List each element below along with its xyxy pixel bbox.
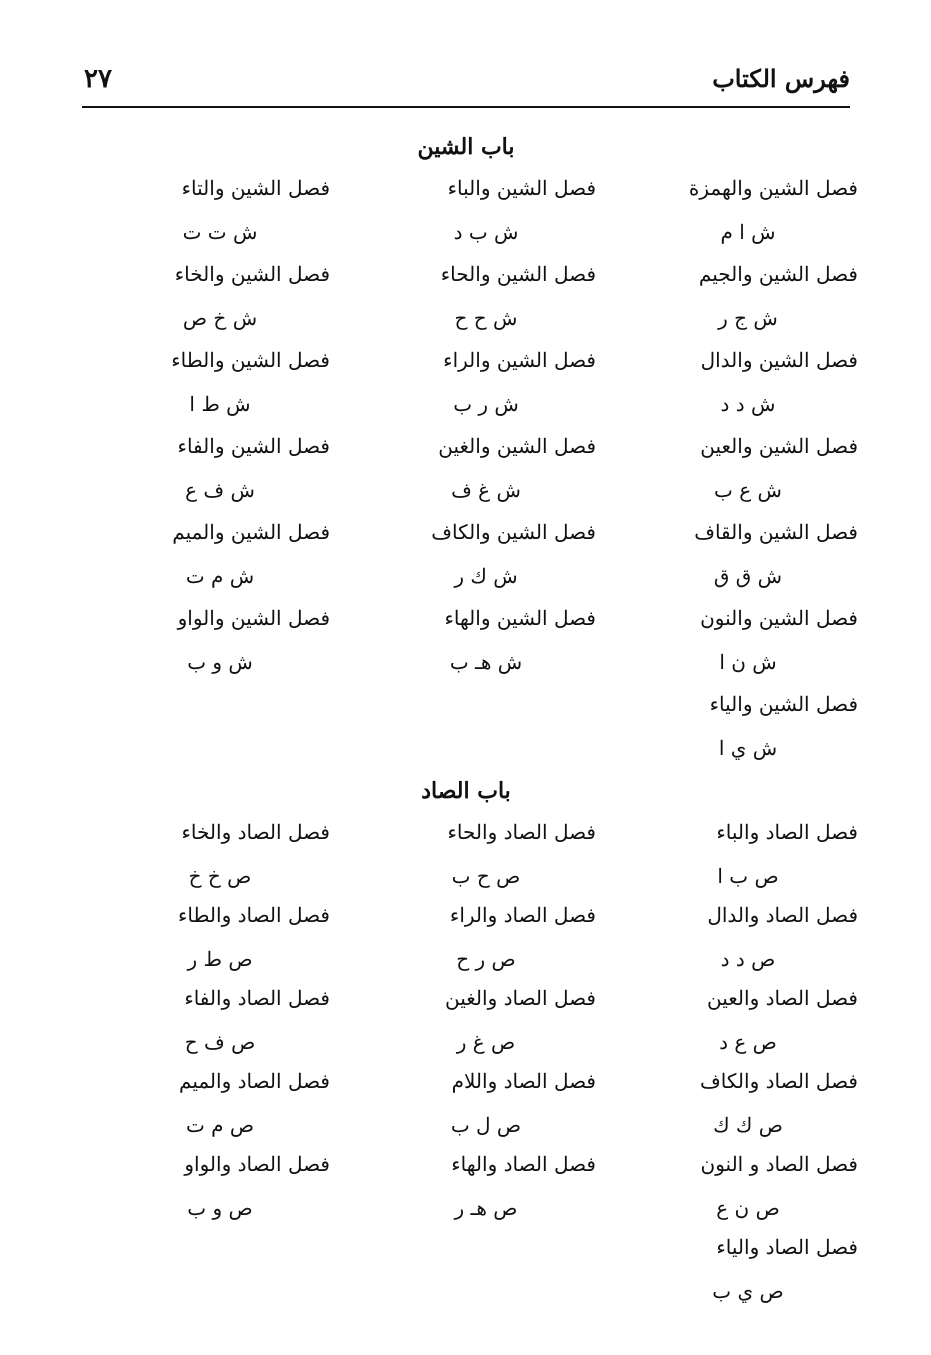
index-entry bbox=[70, 1069, 330, 1152]
entry-code: ش د د bbox=[720, 392, 776, 416]
index-entry bbox=[70, 820, 330, 903]
column-right bbox=[598, 820, 858, 1318]
entry-code: ش ط ا bbox=[189, 392, 251, 416]
entry-code: ص م ت bbox=[185, 1113, 255, 1137]
column-middle bbox=[336, 176, 596, 692]
index-entry bbox=[70, 606, 330, 692]
index-entry bbox=[598, 606, 858, 692]
index-entry bbox=[336, 520, 596, 606]
entry-title: فصل الشين والتاء bbox=[181, 176, 330, 200]
index-entry bbox=[336, 903, 596, 986]
entry-code: ش ك ر bbox=[454, 564, 518, 588]
entry-title: فصل الشين والخاء bbox=[174, 262, 330, 286]
entry-title: فصل الشين والهمزة bbox=[688, 176, 858, 200]
entry-code: ش ن ا bbox=[719, 650, 777, 674]
entry-title: فصل الصاد واللام bbox=[451, 1069, 596, 1093]
column-right bbox=[598, 176, 858, 778]
entry-code: ص و ب bbox=[187, 1196, 253, 1220]
entry-title: فصل الصاد والكاف bbox=[700, 1069, 858, 1093]
index-entry bbox=[70, 986, 330, 1069]
index-entry bbox=[70, 348, 330, 434]
index-entry bbox=[598, 903, 858, 986]
running-title: فهرس الكتاب bbox=[712, 64, 850, 93]
entry-title: فصل الصاد والميم bbox=[179, 1069, 330, 1093]
entry-code: ش م ت bbox=[185, 564, 255, 588]
entry-code: ص ح ب bbox=[451, 864, 521, 888]
entry-code: ش خ ص bbox=[182, 306, 258, 330]
entry-code: ص ر ح bbox=[456, 947, 516, 971]
section-saad bbox=[82, 820, 858, 1340]
entry-title: فصل الصاد والعين bbox=[707, 986, 858, 1010]
entry-code: ش ب د bbox=[453, 220, 519, 244]
index-entry bbox=[70, 903, 330, 986]
index-entry bbox=[336, 820, 596, 903]
index-entry bbox=[598, 820, 858, 903]
entry-title: فصل الشين والحاء bbox=[440, 262, 596, 286]
index-entry bbox=[336, 262, 596, 348]
entry-title: فصل الصاد والطاء bbox=[178, 903, 330, 927]
entry-code: ص خ خ bbox=[188, 864, 252, 888]
index-entry bbox=[598, 348, 858, 434]
entry-code: ص هـ ر bbox=[454, 1196, 518, 1220]
index-entry bbox=[598, 262, 858, 348]
entry-code: ص ب ا bbox=[717, 864, 779, 888]
index-entry bbox=[598, 434, 858, 520]
entry-title: فصل الشين والراء bbox=[443, 348, 596, 372]
entry-title: فصل الشين والباء bbox=[447, 176, 596, 200]
entry-code: ص د د bbox=[720, 947, 776, 971]
entry-code: ش ح ح bbox=[454, 306, 518, 330]
entry-title: فصل الصاد والفاء bbox=[184, 986, 330, 1010]
column-middle bbox=[336, 820, 596, 1235]
column-left bbox=[70, 176, 330, 692]
entry-code: ش ي ا bbox=[718, 736, 778, 760]
index-entry bbox=[598, 692, 858, 778]
index-entry bbox=[598, 1069, 858, 1152]
entry-code: ش ج ر bbox=[718, 306, 778, 330]
index-entry bbox=[598, 176, 858, 262]
entry-code: ش ت ت bbox=[182, 220, 258, 244]
entry-code: ص ل ب bbox=[450, 1113, 522, 1137]
index-entry bbox=[336, 348, 596, 434]
entry-title: فصل الشين والواو bbox=[177, 606, 330, 630]
index-entry bbox=[70, 1152, 330, 1235]
column-left bbox=[70, 820, 330, 1235]
header-divider bbox=[82, 106, 850, 108]
index-entry bbox=[336, 1152, 596, 1235]
entry-code: ص ع د bbox=[719, 1030, 777, 1054]
entry-code: ش غ ف bbox=[451, 478, 521, 502]
index-entry bbox=[70, 520, 330, 606]
entry-title: فصل الشين والجيم bbox=[698, 262, 858, 286]
index-entry bbox=[598, 1235, 858, 1318]
entry-code: ص ف ح bbox=[184, 1030, 256, 1054]
entry-code: ش ف ع bbox=[185, 478, 255, 502]
index-entry bbox=[336, 176, 596, 262]
page-header bbox=[82, 58, 850, 108]
entry-code: ص ط ر bbox=[187, 947, 253, 971]
entry-code: ش و ب bbox=[187, 650, 253, 674]
entry-title: فصل الشين والدال bbox=[700, 348, 858, 372]
entry-title: فصل الشين والميم bbox=[172, 520, 330, 544]
index-entry bbox=[70, 176, 330, 262]
entry-title: فصل الشين والغين bbox=[438, 434, 596, 458]
index-entry bbox=[336, 986, 596, 1069]
index-entry bbox=[598, 520, 858, 606]
entry-title: فصل الشين والكاف bbox=[431, 520, 596, 544]
entry-title: فصل الشين والنون bbox=[700, 606, 858, 630]
entry-title: فصل الصاد و النون bbox=[700, 1152, 858, 1176]
entry-title: فصل الصاد والباء bbox=[716, 820, 858, 844]
entry-code: ش هـ ب bbox=[449, 650, 523, 674]
entry-title: فصل الشين والياء bbox=[709, 692, 858, 716]
entry-title: فصل الصاد والخاء bbox=[181, 820, 330, 844]
index-entry bbox=[598, 986, 858, 1069]
section-sheen bbox=[82, 176, 858, 776]
entry-title: فصل الشين والقاف bbox=[694, 520, 858, 544]
index-entry bbox=[336, 1069, 596, 1152]
entry-title: فصل الصاد والغين bbox=[445, 986, 596, 1010]
entry-code: ص ن ع bbox=[716, 1196, 780, 1220]
index-entry bbox=[598, 1152, 858, 1235]
entry-code: ص ك ك bbox=[713, 1113, 783, 1137]
section-title-saad: باب الصاد bbox=[421, 778, 511, 804]
entry-title: فصل الصاد والهاء bbox=[451, 1152, 596, 1176]
entry-code: ش ر ب bbox=[453, 392, 519, 416]
index-entry bbox=[70, 262, 330, 348]
entry-title: فصل الصاد والواو bbox=[184, 1152, 330, 1176]
section-title-sheen: باب الشين bbox=[417, 134, 515, 160]
page-number: ٢٧ bbox=[84, 64, 112, 94]
entry-title: فصل الشين والفاء bbox=[177, 434, 330, 458]
entry-code: ص غ ر bbox=[456, 1030, 516, 1054]
entry-title: فصل الصاد والحاء bbox=[447, 820, 596, 844]
entry-title: فصل الصاد والدال bbox=[707, 903, 858, 927]
entry-title: فصل الصاد والياء bbox=[716, 1235, 858, 1259]
index-entry bbox=[336, 434, 596, 520]
entry-code: ش ق ق bbox=[713, 564, 783, 588]
entry-title: فصل الشين والعين bbox=[700, 434, 858, 458]
index-entry bbox=[70, 434, 330, 520]
entry-code: ش ع ب bbox=[714, 478, 782, 502]
entry-code: ص ي ب bbox=[712, 1279, 784, 1303]
entry-title: فصل الشين والطاء bbox=[171, 348, 330, 372]
entry-code: ش ا م bbox=[720, 220, 776, 244]
entry-title: فصل الصاد والراء bbox=[449, 903, 596, 927]
entry-title: فصل الشين والهاء bbox=[444, 606, 596, 630]
index-entry bbox=[336, 606, 596, 692]
